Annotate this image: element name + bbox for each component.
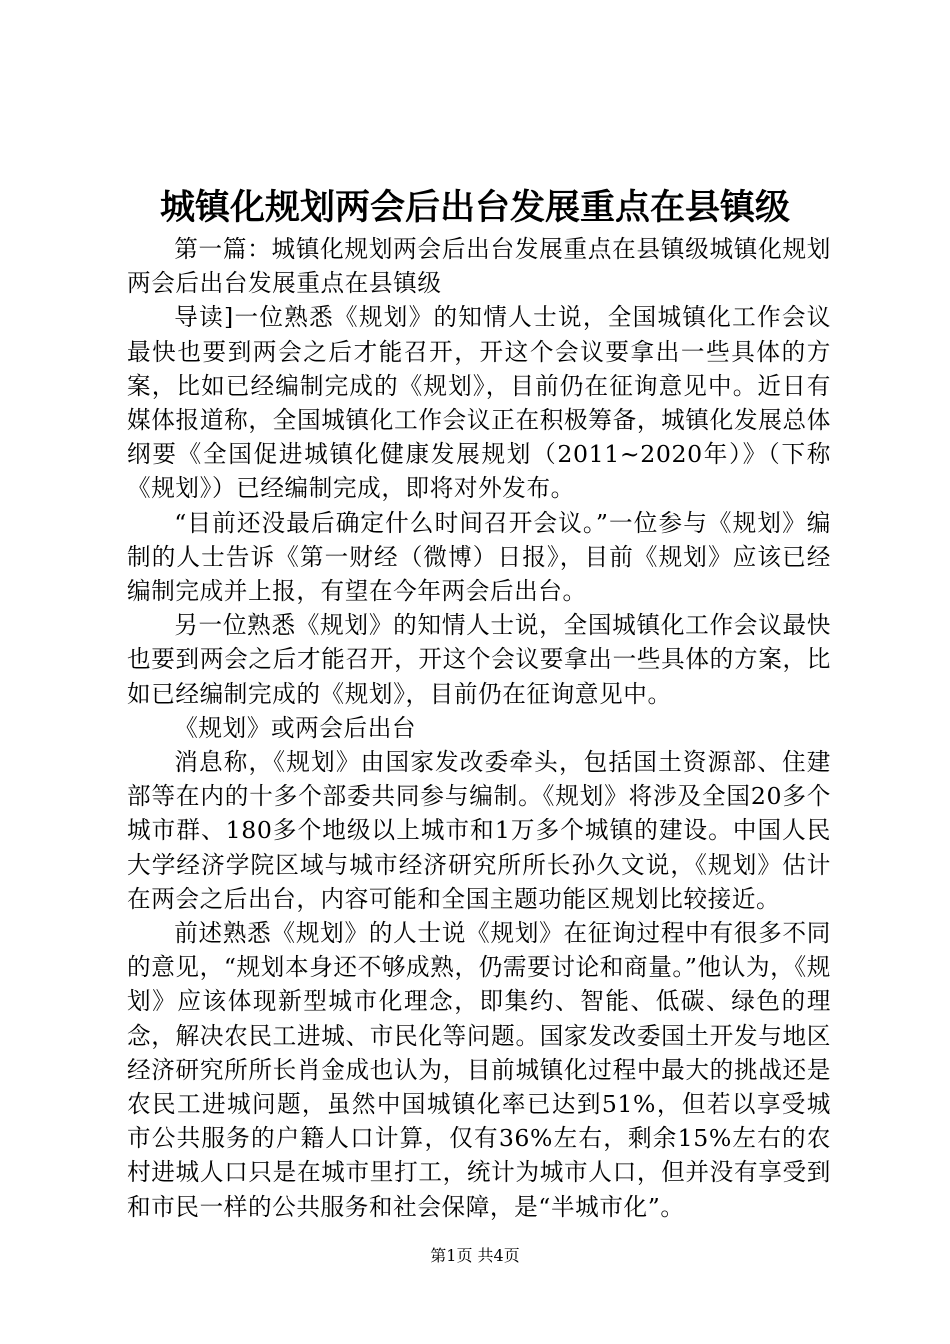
page-footer: 第1页 共4页	[430, 1246, 520, 1265]
paragraph-5: 消息称，《规划》由国家发改委牵头，包括国土资源部、住建部等在内的十多个部委共同参与编制。《规划》将涉及全国20多个城市群、180多个地级以上城市和1万多个城镇的建设。中国人民大学经济学院区域与城市经济研究所所长孙久文说，《规划》估计在两会之后出台，内容可能和全国主题功能区规划比较接近。	[127, 748, 831, 913]
paragraph-2: 导读]一位熟悉《规划》的知情人士说，全国城镇化工作会议最快也要到两会之后才能召开，开这个会议要拿出一些具体的方案，比如已经编制完成的《规划》，目前仍在征询意见中。近日有媒体报道称，全国城镇化工作会议正在积极筹备，城镇化发展总体纲要《全国促进城镇化健康发展规划（2011~2020年）》（下称《规划》）已经编制完成，即将对外发布。	[127, 303, 831, 503]
section-heading: 《规划》或两会后出台	[174, 713, 417, 742]
paragraph-4: 另一位熟悉《规划》的知情人士说，全国城镇化工作会议最快也要到两会之后才能召开，开这个会议要拿出一些具体的方案，比如已经编制完成的《规划》，目前仍在征询意见中。	[127, 611, 831, 708]
paragraph-3: “目前还没最后确定什么时间召开会议。”一位参与《规划》编制的人士告诉《第一财经（微博）日报》，目前《规划》应该已经编制完成并上报，有望在今年两会后出台。	[127, 508, 831, 606]
paragraph-1: 第一篇：城镇化规划两会后出台发展重点在县镇级城镇化规划两会后出台发展重点在县镇级	[127, 235, 831, 298]
document-title: 城镇化规划两会后出台发展重点在县镇级	[159, 187, 790, 228]
paragraph-6: 前述熟悉《规划》的人士说《规划》在征询过程中有很多不同的意见，“规划本身还不够成熟，仍需要讨论和商量。”他认为，《规划》应该体现新型城市化理念，即集约、智能、低碳、绿色的理念，解决农民工进城、市民化等问题。国家发改委国土开发与地区经济研究所所长肖金成也认为，目前城镇化过程中最大的挑战还是农民工进城问题，虽然中国城镇化率已达到51%，但若以享受城市公共服务的户籍人口计算，仅有36%左右，剩余15%左右的农村进城人口只是在城市里打工，统计为城市人口，但并没有享受到和市民一样的公共服务和社会保障，是“半城市化”。	[127, 919, 831, 1221]
document-body	[127, 232, 831, 1224]
